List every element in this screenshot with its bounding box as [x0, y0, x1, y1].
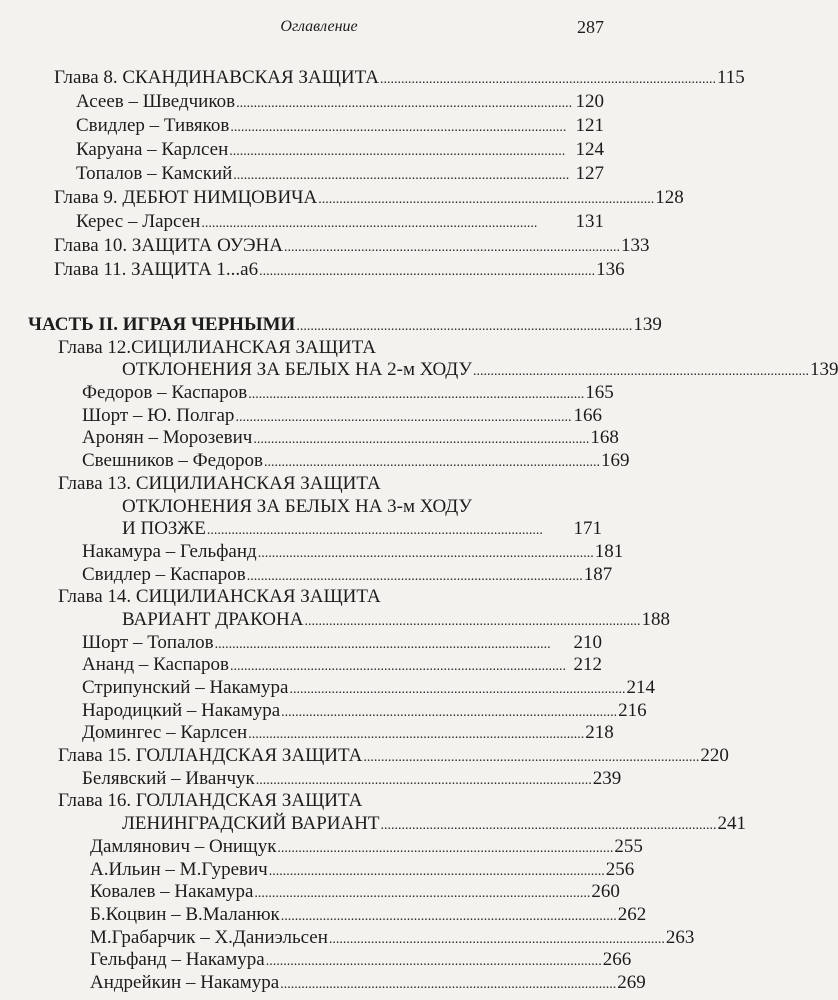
leader-dots: ................................................................................................	[283, 240, 620, 255]
toc-entry-page: 115	[716, 67, 745, 88]
toc-entry-title: Ананд – Каспаров	[82, 654, 230, 675]
toc-entry-title: Федоров – Каспаров	[82, 382, 248, 403]
toc-entry-title: М.Грабарчик – Х.Даниэльсен	[90, 927, 328, 948]
toc-entry-title: Глава 10. ЗАЩИТА ОУЭНА	[54, 235, 283, 256]
leader-dots: ................................................................................................	[233, 168, 570, 183]
toc-entry-title: Гельфанд – Накамура	[90, 949, 265, 970]
toc-entry-title: Андрейкин – Накамура	[90, 972, 280, 993]
toc-entry-page: 216	[618, 700, 647, 721]
toc-entry-page: 166	[573, 405, 602, 426]
leader-dots: ................................................................................................	[257, 546, 594, 561]
leader-dots: ................................................................................................	[265, 954, 602, 969]
leader-dots: ................................................................................................	[328, 932, 665, 947]
toc-entry-title: Керес – Ларсен	[76, 211, 201, 232]
toc-entry-title: ОТКЛОНЕНИЯ ЗА БЕЛЫХ НА 2-м ХОДУ	[122, 359, 472, 380]
toc-entry-page: 171	[573, 518, 602, 539]
leader-dots: ................................................................................................	[229, 144, 566, 159]
leader-dots: ................................................................................................	[264, 455, 601, 470]
toc-entry-title: Шорт – Ю. Полгар	[82, 405, 235, 426]
leader-dots: ................................................................................................	[280, 909, 617, 924]
toc-chapter-heading: Глава 14. СИЦИЛИАНСКАЯ ЗАЩИТА	[58, 586, 381, 607]
leader-dots: ................................................................................................	[255, 773, 592, 788]
toc-entry-page: 120	[575, 91, 604, 112]
toc-entry-page: 139	[809, 359, 838, 380]
toc-chapter-subheading: ОТКЛОНЕНИЯ ЗА БЕЛЫХ НА 3-м ХОДУ	[122, 496, 472, 517]
toc-entry-page: 241	[717, 813, 747, 834]
toc-entry-page: 131	[575, 211, 604, 232]
toc-entry-page: 218	[585, 722, 614, 743]
leader-dots: ................................................................................................	[363, 750, 700, 765]
toc-entry-page: 128	[655, 187, 684, 208]
leader-dots: ................................................................................................	[253, 432, 590, 447]
toc-entry-title: Ковалев – Накамура	[90, 881, 254, 902]
leader-dots: ................................................................................................	[304, 614, 641, 629]
toc-entry-title: Асеев – Шведчиков	[76, 91, 236, 112]
toc-entry-page: 269	[617, 972, 646, 993]
toc-entry-title: Каруана – Карлсен	[76, 139, 229, 160]
toc-entry-title: Накамура – Гельфанд	[82, 541, 257, 562]
toc-entry-title: ЛЕНИНГРАДСКИЙ ВАРИАНТ	[122, 813, 380, 834]
leader-dots: ................................................................................................	[235, 410, 572, 425]
leader-dots: ................................................................................................	[248, 387, 585, 402]
leader-dots: ................................................................................................	[277, 841, 614, 856]
leader-dots: ................................................................................................	[230, 659, 567, 674]
toc-entry-page: 263	[665, 927, 695, 948]
toc-entry-title: Народицкий – Накамура	[82, 700, 281, 721]
running-title: Оглавление	[280, 18, 358, 35]
toc-entry-page: 260	[591, 881, 620, 902]
toc-entry-page: 239	[592, 768, 622, 789]
toc-entry-page: 139	[633, 314, 662, 335]
leader-dots: ................................................................................................	[254, 886, 591, 901]
toc-entry-page: 188	[641, 609, 670, 630]
leader-dots: ................................................................................................	[318, 192, 655, 207]
toc-entry-page: 256	[605, 859, 635, 880]
toc-entry-title: Аронян – Морозевич	[82, 427, 253, 448]
toc-entry-page: 262	[617, 904, 647, 925]
page-number: 287	[577, 17, 604, 37]
toc-entry-page: 210	[573, 632, 602, 653]
toc-entry-page: 136	[596, 259, 625, 280]
toc-chapter-heading: Глава 13. СИЦИЛИАНСКАЯ ЗАЩИТА	[58, 473, 381, 494]
toc-entry-page: 121	[575, 115, 604, 136]
leader-dots: ................................................................................................	[259, 264, 596, 279]
toc-entry-title: ЧАСТЬ II. ИГРАЯ ЧЕРНЫМИ	[28, 314, 296, 335]
leader-dots: ................................................................................................	[280, 977, 617, 992]
toc-entry-title: Свидлер – Каспаров	[82, 564, 246, 585]
toc-entry-title: Стрипунский – Накамура	[82, 677, 289, 698]
leader-dots: ................................................................................................	[289, 682, 626, 697]
toc-entry-title: Глава 11. ЗАЩИТА 1...а6	[54, 259, 259, 280]
toc-entry-title: И ПОЗЖЕ	[122, 518, 206, 539]
toc-entry-title: Б.Коцвин – В.Маланюк	[90, 904, 280, 925]
toc-entry-title: Белявский – Иванчук	[82, 768, 255, 789]
leader-dots: ................................................................................................	[214, 637, 551, 652]
toc-entry-page: 127	[575, 163, 604, 184]
toc-entry-title: Домингес – Карлсен	[82, 722, 248, 743]
toc-entry-title: Глава 8. СКАНДИНАВСКАЯ ЗАЩИТА	[54, 67, 379, 88]
toc-entry-title: Свидлер – Тивяков	[76, 115, 230, 136]
toc-entry-page: 187	[583, 564, 613, 585]
toc-entry-title: Шорт – Топалов	[82, 632, 214, 653]
toc-entry-page: 168	[590, 427, 619, 448]
leader-dots: ................................................................................................	[268, 864, 605, 879]
leader-dots: ................................................................................................	[281, 705, 618, 720]
leader-dots: ................................................................................................	[380, 818, 717, 833]
toc-entry-page: 220	[700, 745, 729, 766]
leader-dots: ................................................................................................	[206, 523, 543, 538]
leader-dots: ................................................................................................	[379, 72, 716, 87]
leader-dots: ................................................................................................	[201, 216, 538, 231]
toc-entry-page: 255	[614, 836, 643, 857]
toc-entry-title: Топалов – Камский	[76, 163, 233, 184]
toc-entry-page: 181	[594, 541, 624, 562]
toc-entry-page: 169	[601, 450, 630, 471]
toc-chapter-heading: Глава 16. ГОЛЛАНДСКАЯ ЗАЩИТА	[58, 790, 363, 811]
leader-dots: ................................................................................................	[472, 364, 809, 379]
toc-entry-page: 266	[602, 949, 632, 970]
toc-entry-page: 212	[573, 654, 602, 675]
leader-dots: ................................................................................................	[248, 727, 585, 742]
leader-dots: ................................................................................................	[296, 319, 633, 334]
toc-entry-title: Свешников – Федоров	[82, 450, 264, 471]
leader-dots: ................................................................................................	[246, 569, 583, 584]
toc-entry-title: Дамлянович – Онищук	[90, 836, 277, 857]
leader-dots: ................................................................................................	[230, 120, 567, 135]
toc-entry-page: 133	[620, 235, 650, 256]
toc-entry-title: ВАРИАНТ ДРАКОНА	[122, 609, 304, 630]
leader-dots: ................................................................................................	[236, 96, 573, 111]
toc-chapter-heading: Глава 12.СИЦИЛИАНСКАЯ ЗАЩИТА	[58, 337, 377, 358]
toc-entry-page: 165	[585, 382, 614, 403]
toc-entry-title: Глава 9. ДЕБЮТ НИМЦОВИЧА	[54, 187, 318, 208]
toc-entry-title: А.Ильин – М.Гуревич	[90, 859, 268, 880]
toc-entry-page: 124	[575, 139, 604, 160]
toc-entry-page: 214	[626, 677, 655, 698]
toc-entry-title: Глава 15. ГОЛЛАНДСКАЯ ЗАЩИТА	[58, 745, 363, 766]
